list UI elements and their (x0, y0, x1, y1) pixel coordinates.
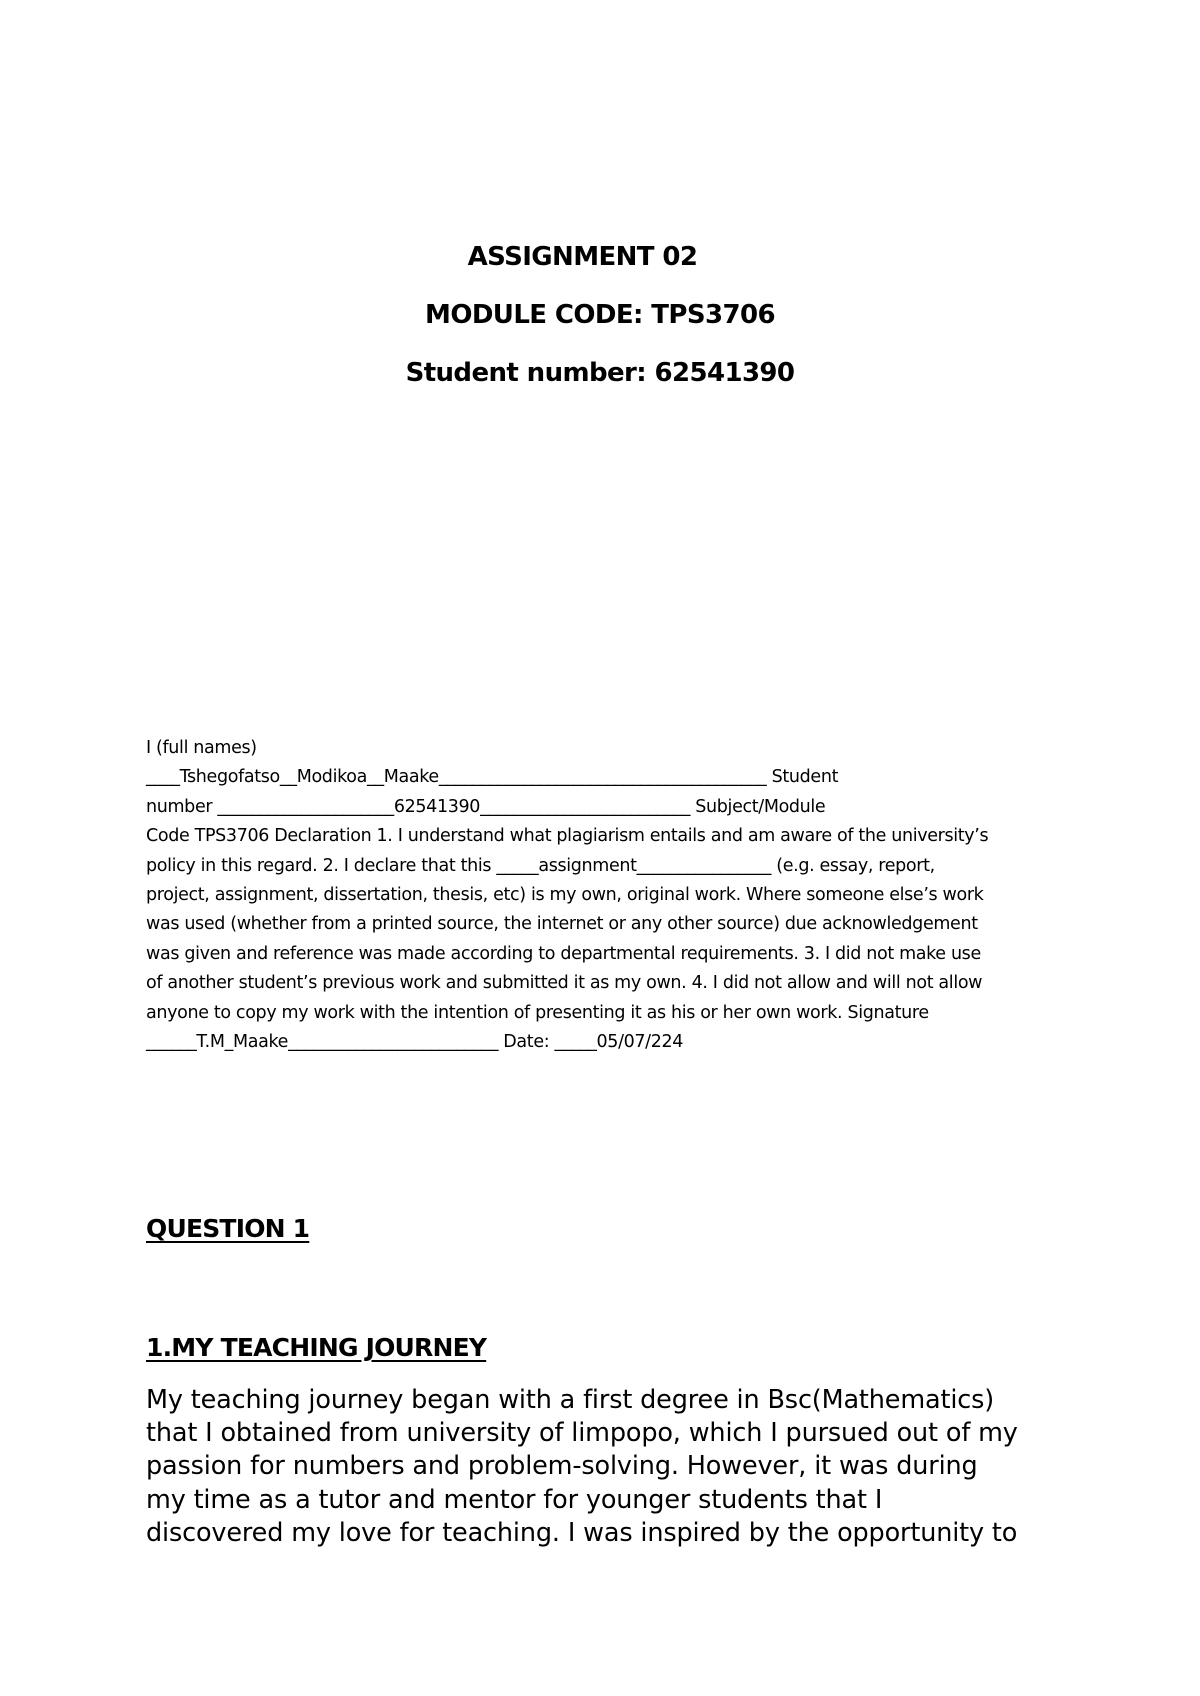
declaration-line: ______T.M_Maake_________________________ Date: _____05/07/224 (146, 1032, 684, 1053)
paragraph-line: My teaching journey began with a first degree in Bsc(Mathematics) (146, 1385, 995, 1415)
declaration-line: was given and reference was made according to departmental requirements. 3. I did not make use (146, 943, 981, 964)
declaration-line: of another student’s previous work and submitted it as my own. 4. I did not allow and will not allow (146, 973, 983, 994)
declaration-line: was used (whether from a printed source, the internet or any other source) due acknowledgement (146, 914, 978, 935)
assignment-title: ASSIGNMENT 02 (467, 242, 698, 272)
module-code: MODULE CODE: TPS3706 (425, 300, 775, 330)
body-paragraph (146, 1384, 1086, 1550)
declaration-line: ____Tshegofatso__Modikoa__Maake_______________________________________ Student (146, 767, 839, 788)
declaration-block (146, 734, 1066, 1057)
paragraph-line: that I obtained from university of limpopo, which I pursued out of my (146, 1418, 1018, 1449)
student-number: Student number: 62541390 (405, 358, 795, 388)
paragraph-line: discovered my love for teaching. I was inspired by the opportunity to (146, 1517, 1018, 1548)
declaration-line: Code TPS3706 Declaration 1. I understand what plagiarism entails and am aware of the university’s (146, 826, 989, 847)
declaration-line: project, assignment, dissertation, thesis, etc) is my own, original work. Where someone else’s work (146, 885, 984, 906)
paragraph-line: passion for numbers and problem-solving. However, it was during (146, 1451, 978, 1482)
section-heading: 1.MY TEACHING JOURNEY (146, 1333, 487, 1362)
declaration-line: anyone to copy my work with the intention of presenting it as his or her own work. Signature (146, 1002, 929, 1023)
declaration-line: I (full names) (146, 738, 257, 758)
question-heading: QUESTION 1 (146, 1214, 310, 1243)
declaration-line: policy in this regard. 2. I declare that this _____assignment________________ (e.g. essay, report, (146, 855, 935, 876)
declaration-line: number _____________________62541390_________________________ Subject/Module (146, 796, 826, 817)
paragraph-line: my time as a tutor and mentor for younger students that I (146, 1484, 883, 1515)
